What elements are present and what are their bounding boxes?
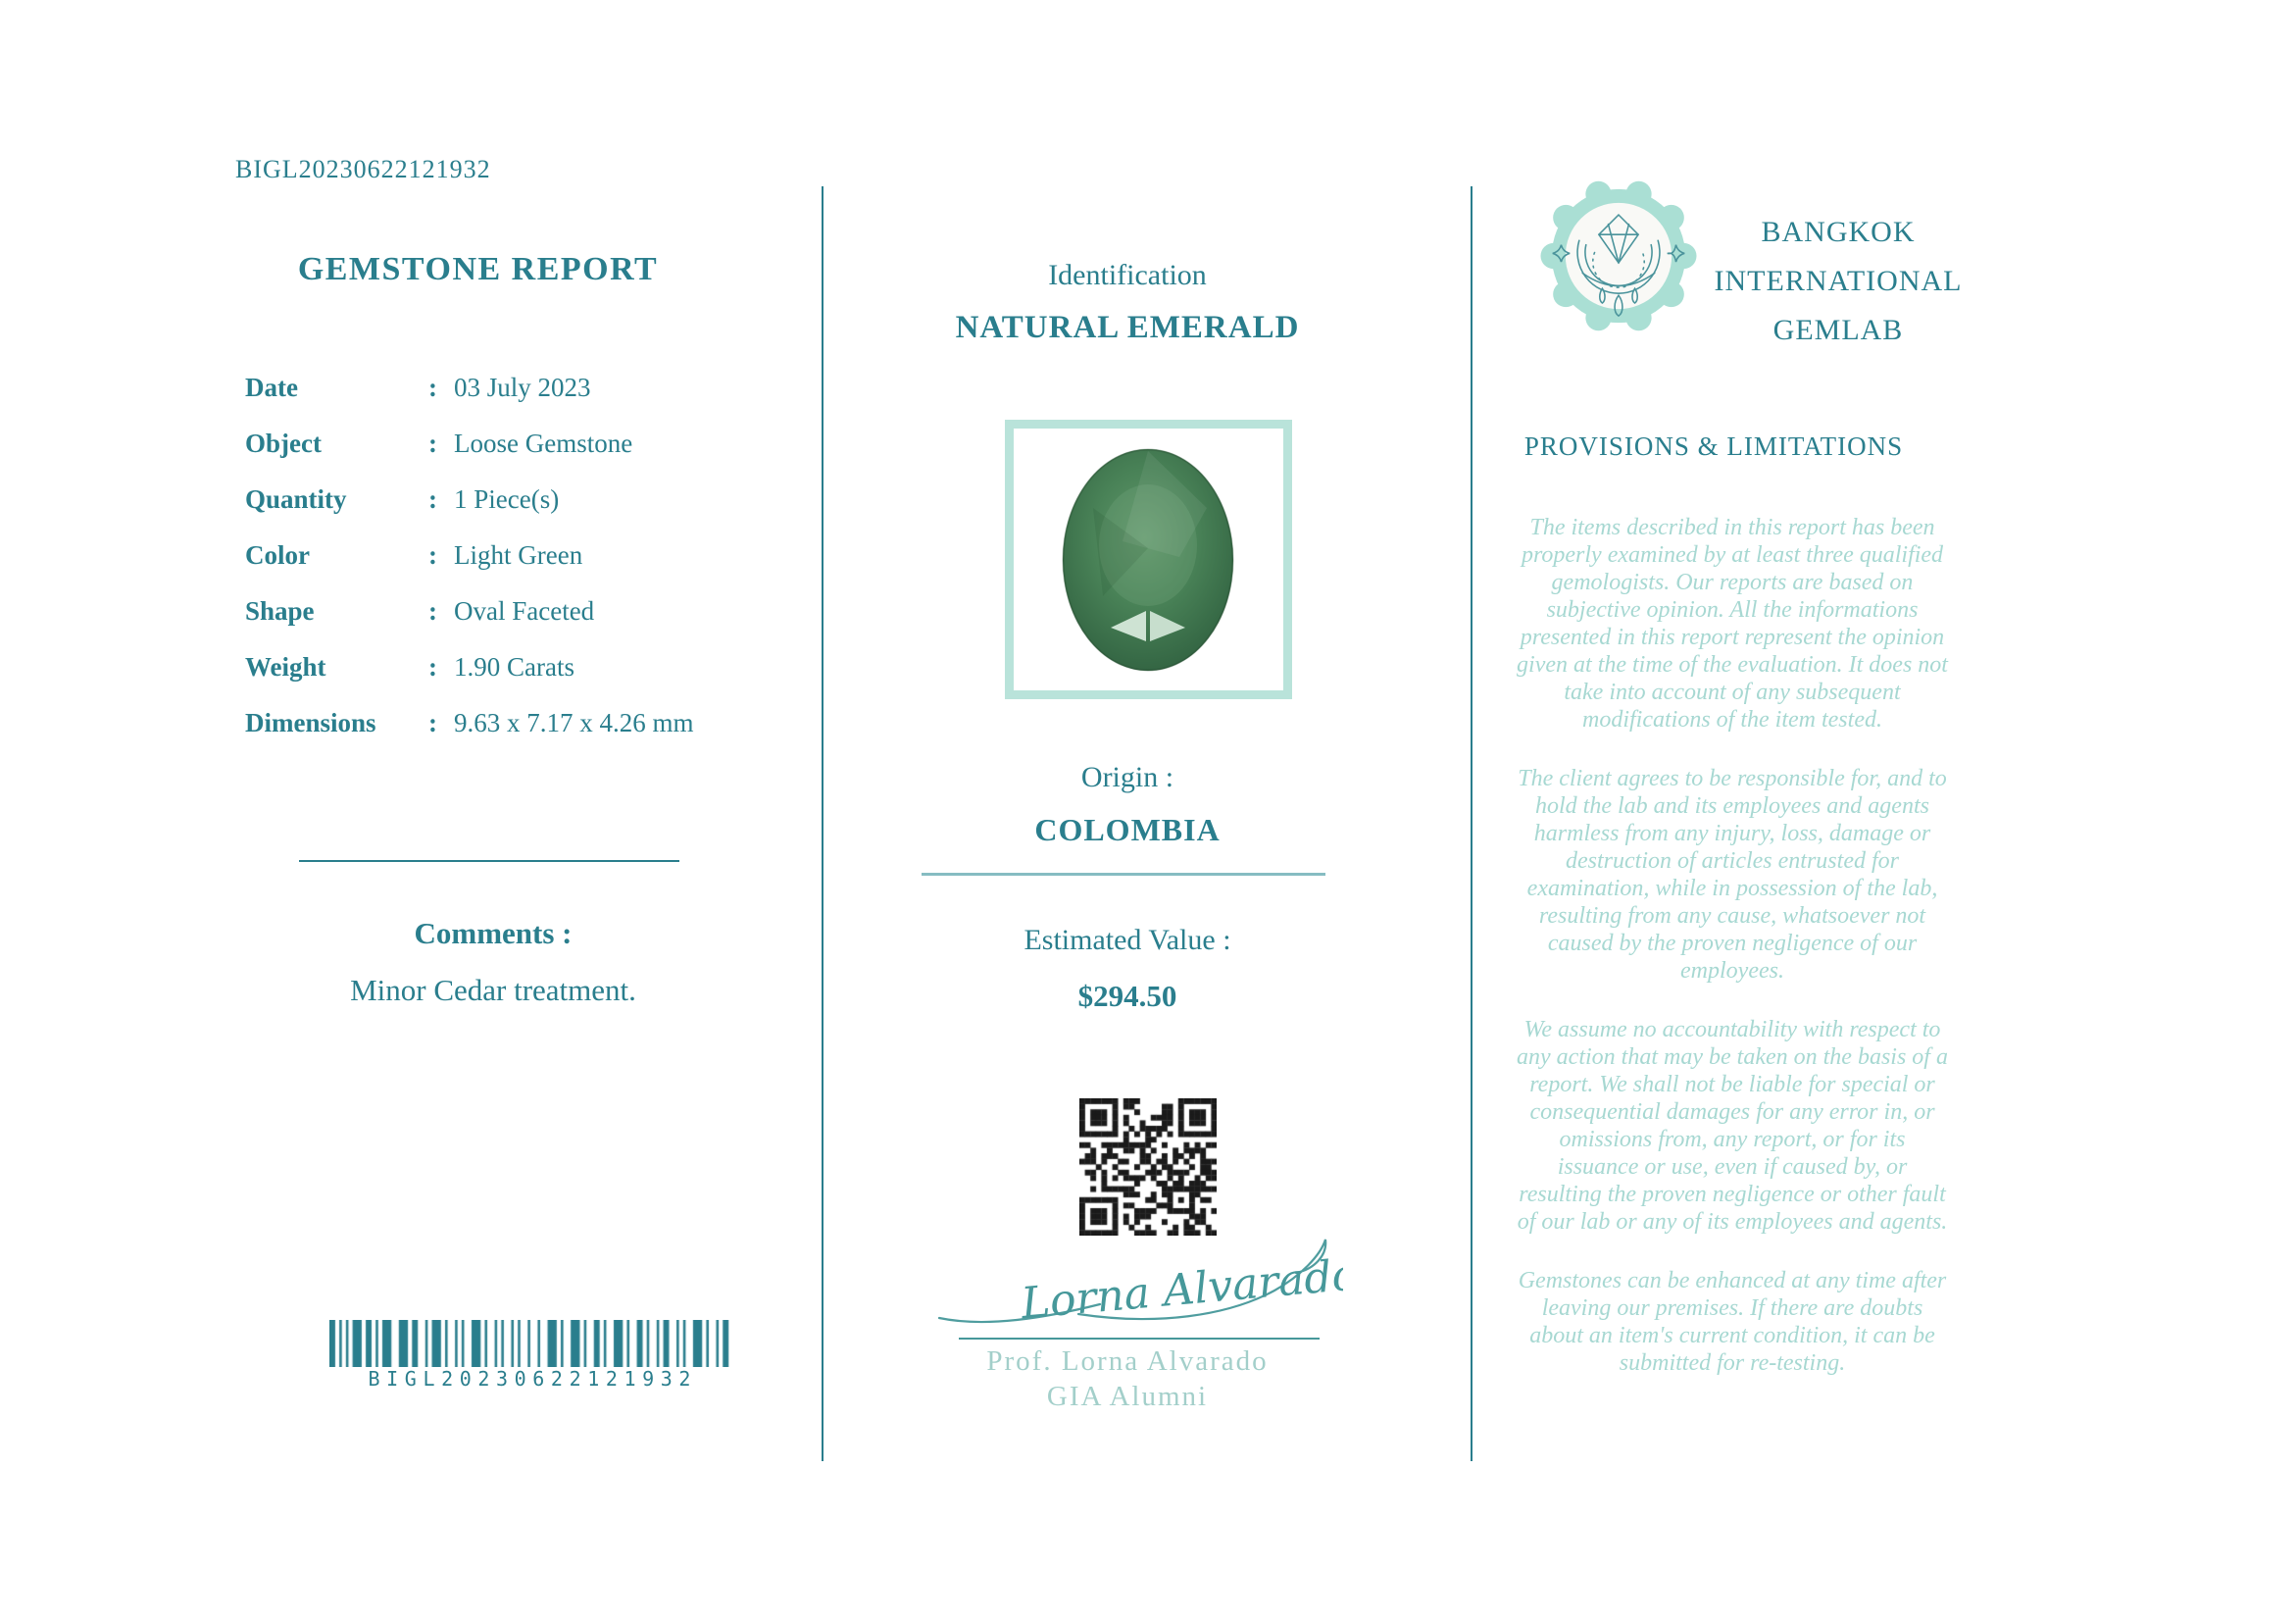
signatory-name: Prof. Lorna Alvarado	[986, 1345, 1269, 1377]
field-label: Date	[245, 373, 298, 402]
field-colon: :	[428, 484, 437, 514]
field-colon: :	[428, 373, 437, 402]
field-colon: :	[428, 652, 437, 682]
signature	[931, 1232, 1343, 1342]
provisions-paragraph: The client agrees to be responsible for, and to hold the lab and its employees and agents harmless from any injury, loss, damage or destruction of articles entrusted for examination, while in possession of the lab, resulting from any cause, whatsoever not caused by the proven negligence of our employees.	[1518, 766, 1947, 984]
signature-name: Lorna Alvarado	[1019, 1249, 1343, 1330]
field-row	[245, 373, 716, 429]
identification-value: NATURAL EMERALD	[955, 310, 1300, 345]
field-value: 9.63 x 7.17 x 4.26 mm	[454, 708, 694, 737]
comments-heading: Comments :	[414, 916, 573, 950]
signature-line	[959, 1338, 1320, 1340]
provisions-paragraph: Gemstones can be enhanced at any time after leaving our premises. If there are doubts about an item's current condition, it can be submitted for re-testing.	[1518, 1268, 1947, 1376]
field-label: Color	[245, 540, 310, 570]
field-label: Quantity	[245, 484, 347, 514]
provisions-heading: PROVISIONS & LIMITATIONS	[1523, 431, 1904, 461]
report-number: BIGL20230622121932	[235, 155, 491, 183]
field-row	[245, 484, 716, 540]
barcode-text: BIGL20230622121932	[368, 1367, 698, 1391]
field-row	[245, 540, 716, 596]
field-colon: :	[428, 429, 437, 458]
lab-logo-icon	[1537, 175, 1700, 337]
origin-heading: Origin :	[1080, 761, 1174, 793]
field-row	[245, 708, 716, 764]
lab-name-line: INTERNATIONAL	[1714, 265, 1963, 297]
gem-photo-frame	[1005, 420, 1292, 699]
lab-name	[1696, 208, 1980, 355]
comments-divider	[299, 860, 679, 862]
gem-photo	[1062, 447, 1235, 673]
estimated-value-heading: Estimated Value :	[1023, 924, 1231, 956]
lab-name-line: GEMLAB	[1772, 314, 1904, 346]
estimated-value: $294.50	[1077, 979, 1177, 1013]
barcode	[329, 1320, 729, 1367]
field-row	[245, 652, 716, 708]
provisions-text	[1517, 514, 1948, 1408]
column-divider-right	[1471, 186, 1472, 1461]
qr-code	[1079, 1098, 1217, 1236]
field-value: 03 July 2023	[454, 373, 591, 402]
report-title: GEMSTONE REPORT	[297, 251, 659, 287]
field-label: Object	[245, 429, 322, 458]
column-divider-left	[822, 186, 824, 1461]
field-value: Loose Gemstone	[454, 429, 633, 458]
gem-attributes-table	[245, 373, 716, 764]
field-value: 1.90 Carats	[454, 652, 574, 682]
field-row	[245, 429, 716, 484]
field-value: Light Green	[454, 540, 583, 570]
signatory-title: GIA Alumni	[1046, 1381, 1209, 1412]
comments-text: Minor Cedar treatment.	[350, 973, 636, 1007]
field-colon: :	[428, 540, 437, 570]
field-label: Weight	[245, 652, 326, 682]
value-divider	[922, 873, 1325, 876]
field-colon: :	[428, 596, 437, 626]
origin-value: COLOMBIA	[1034, 812, 1221, 847]
field-row	[245, 596, 716, 652]
signature-image	[931, 1232, 1343, 1342]
field-label: Shape	[245, 596, 315, 626]
field-label: Dimensions	[245, 708, 376, 737]
field-value: Oval Faceted	[454, 596, 595, 626]
field-value: 1 Piece(s)	[454, 484, 560, 514]
provisions-paragraph: We assume no accountability with respect to any action that may be taken on the basis of a report. We shall not be liable for special or consequential damages for any error in, or omissions from, any report, or for its issuance or use, even if caused by, or resulting the proven negligence or other fault of our lab or any of its employees and agents.	[1517, 1017, 1948, 1235]
field-colon: :	[428, 708, 437, 737]
lab-name-line: BANGKOK	[1761, 216, 1916, 248]
provisions-paragraph: The items described in this report has been properly examined by at least three qualified gemologists. Our reports are based on subjective opinion. All the informations presented in this report represent the opinion given at the time of the evaluation. It does not take into account of any subsequent modifications of the item tested.	[1517, 515, 1948, 733]
identification-heading: Identification	[1048, 259, 1207, 291]
